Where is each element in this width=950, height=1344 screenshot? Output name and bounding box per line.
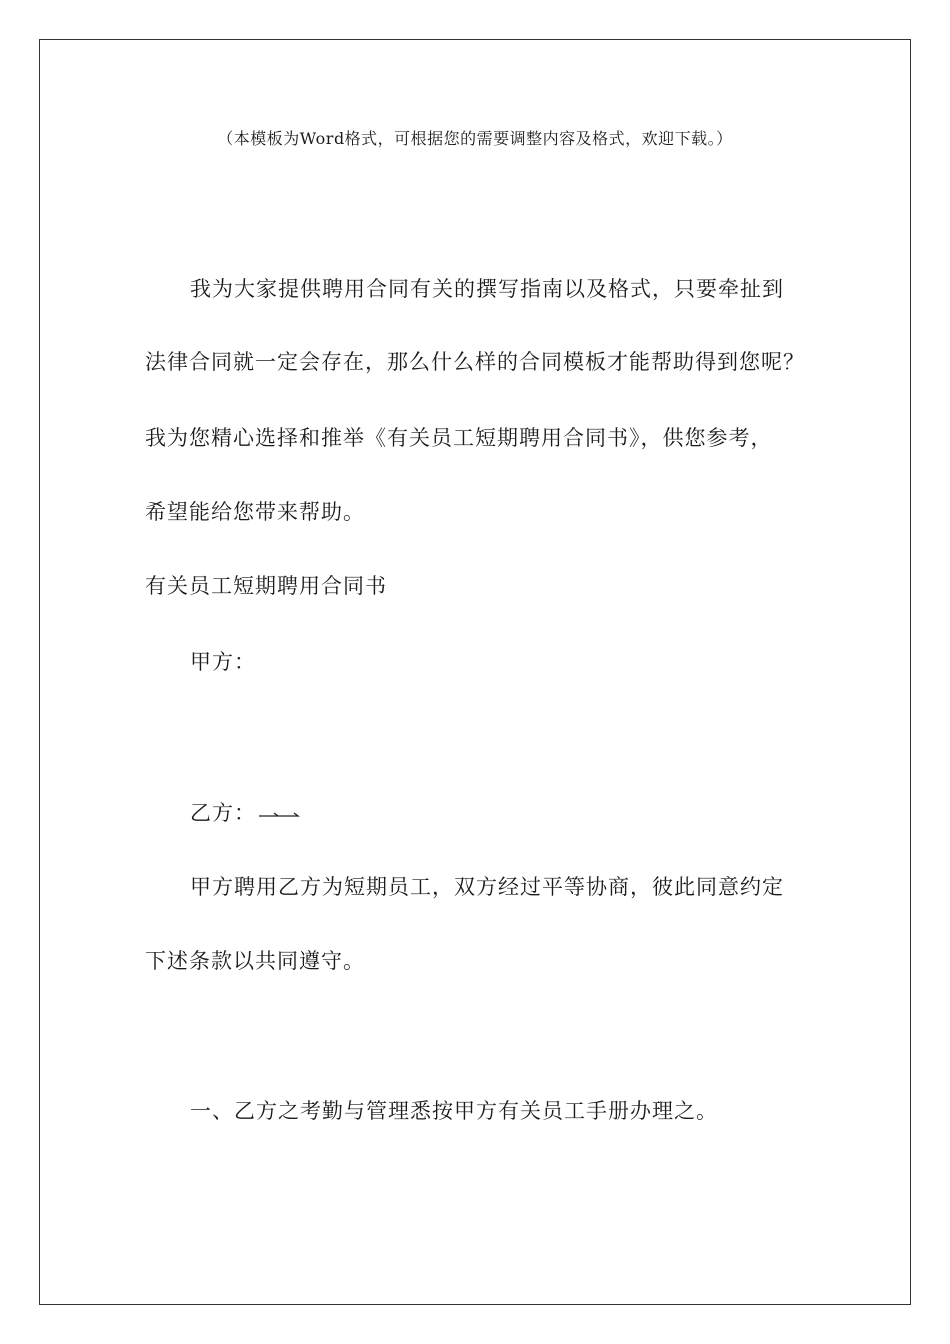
party-b-label: 乙方： [190, 801, 256, 825]
intro-line-4: 希望能给您带来帮助。 [145, 500, 365, 524]
intro-line-1: 我为大家提供聘用合同有关的撰写指南以及格式，只要牵扯到 [190, 277, 784, 301]
blank-line-mark-icon [258, 801, 302, 829]
intro-line-3: 我为您精心选择和推举《有关员工短期聘用合同书》，供您参考， [145, 426, 773, 450]
preamble-line-1: 甲方聘用乙方为短期员工，双方经过平等协商，彼此同意约定 [190, 875, 784, 899]
intro-line-2: 法律合同就一定会存在，那么什么样的合同模板才能帮助得到您呢？ [145, 350, 805, 374]
template-note: （本模板为Word格式，可根据您的需要调整内容及格式，欢迎下载。） [217, 129, 733, 148]
contract-title: 有关员工短期聘用合同书 [145, 574, 387, 598]
preamble-line-2: 下述条款以共同遵守。 [145, 949, 365, 973]
party-b-row [190, 799, 302, 829]
clause-1: 一、乙方之考勤与管理悉按甲方有关员工手册办理之。 [190, 1099, 718, 1123]
party-a-label: 甲方： [190, 650, 256, 674]
